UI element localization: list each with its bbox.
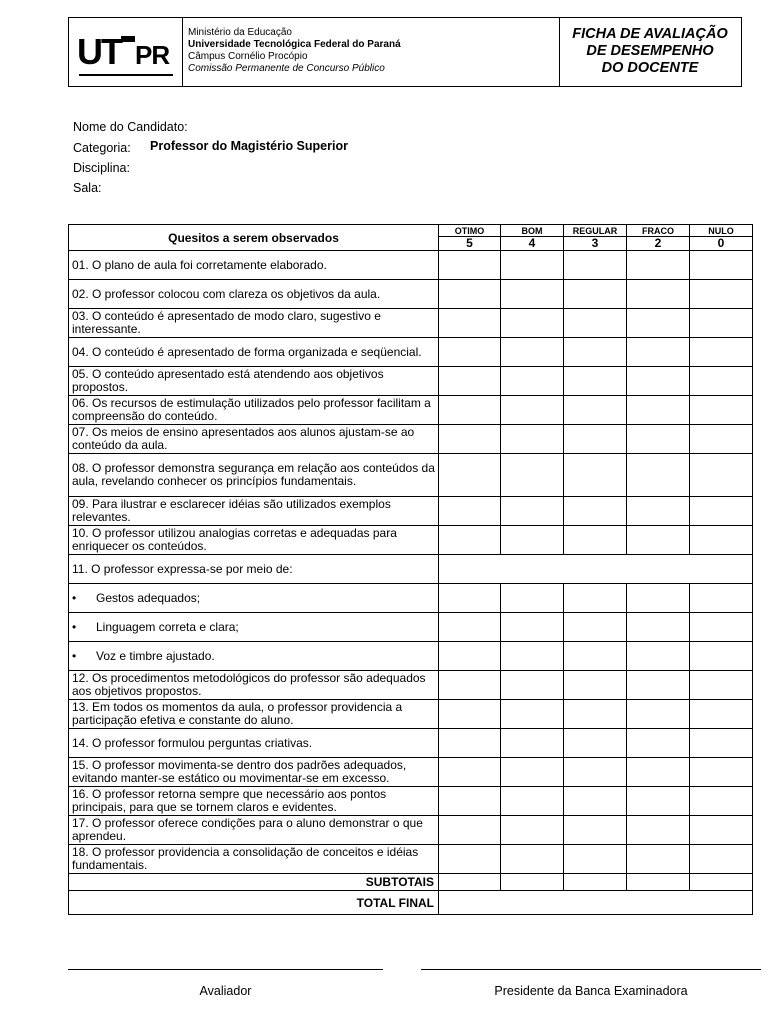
cell-bom[interactable] [501, 671, 564, 700]
cell-bom[interactable] [501, 367, 564, 396]
campus-text: Câmpus Cornélio Procópio [188, 51, 308, 62]
cell-bom[interactable] [501, 729, 564, 758]
subtotal-bom[interactable] [501, 874, 564, 891]
subtotal-fraco[interactable] [627, 874, 690, 891]
cell-bom[interactable] [501, 787, 564, 816]
cell-bom[interactable] [501, 425, 564, 454]
cell-fraco[interactable] [627, 526, 690, 555]
table-row [69, 251, 753, 280]
rating-value-otimo: 5 [439, 237, 501, 251]
institution-cell [182, 18, 560, 86]
criterion-15: 15. O professor movimenta-se dentro dos padrões adequados, evitando manter-se estático ou movimentar-se em excesso. [69, 758, 439, 787]
evaluator-signature-line [68, 969, 383, 970]
cell-regular[interactable] [564, 309, 627, 338]
cell-nulo[interactable] [690, 367, 753, 396]
cell-regular[interactable] [564, 758, 627, 787]
cell-regular[interactable] [564, 396, 627, 425]
logo-cell [69, 18, 183, 86]
cell-regular[interactable] [564, 729, 627, 758]
logo-main: UT [77, 31, 121, 72]
cell-regular[interactable] [564, 845, 627, 874]
cell-otimo[interactable] [439, 787, 501, 816]
criterion-10: 10. O professor utilizou analogias corretas e adequadas para enriquecer os conteúdos. [69, 526, 439, 555]
cell-fraco[interactable] [627, 454, 690, 497]
room-label: Sala: [73, 181, 102, 195]
cell-regular[interactable] [564, 642, 627, 671]
cell-nulo[interactable] [690, 425, 753, 454]
criterion-11-language: • Linguagem correta e clara; [69, 613, 439, 642]
cell-regular[interactable] [564, 367, 627, 396]
cell-nulo[interactable] [690, 613, 753, 642]
criterion-11-merged-cell [439, 555, 753, 584]
cell-regular[interactable] [564, 816, 627, 845]
criterion-17: 17. O professor oferece condições para o aluno demonstrar o que aprendeu. [69, 816, 439, 845]
cell-otimo[interactable] [439, 367, 501, 396]
cell-bom[interactable] [501, 584, 564, 613]
cell-fraco[interactable] [627, 280, 690, 309]
table-row [69, 671, 753, 700]
evaluator-label: Avaliador [199, 984, 252, 998]
bullet-icon: • [72, 591, 77, 605]
form-title-line-3: DO DOCENTE [601, 60, 699, 76]
cell-otimo[interactable] [439, 758, 501, 787]
cell-nulo[interactable] [690, 309, 753, 338]
cell-bom[interactable] [501, 280, 564, 309]
criterion-01: 01. O plano de aula foi corretamente elaborado. [69, 251, 439, 280]
table-row [69, 526, 753, 555]
cell-otimo[interactable] [439, 584, 501, 613]
cell-fraco[interactable] [627, 671, 690, 700]
cell-otimo[interactable] [439, 700, 501, 729]
table-row [69, 584, 753, 613]
form-title [559, 26, 741, 77]
rating-label-fraco: FRACO [627, 225, 690, 237]
cell-nulo[interactable] [690, 787, 753, 816]
rating-value-bom: 4 [501, 237, 564, 251]
cell-regular[interactable] [564, 700, 627, 729]
cell-fraco[interactable] [627, 729, 690, 758]
total-row [69, 891, 753, 915]
cell-regular[interactable] [564, 671, 627, 700]
cell-bom[interactable] [501, 642, 564, 671]
subtotal-nulo[interactable] [690, 874, 753, 891]
discipline-label: Disciplina: [73, 161, 130, 175]
rating-value-fraco: 2 [627, 237, 690, 251]
cell-bom[interactable] [501, 816, 564, 845]
cell-nulo[interactable] [690, 497, 753, 526]
header-box [68, 17, 742, 87]
criterion-02: 02. O professor colocou com clareza os objetivos da aula. [69, 280, 439, 309]
table-row [69, 396, 753, 425]
cell-otimo[interactable] [439, 526, 501, 555]
cell-otimo[interactable] [439, 497, 501, 526]
rating-label-bom: BOM [501, 225, 564, 237]
commission-text: Comissão Permanente de Concurso Público [188, 63, 385, 74]
cell-bom[interactable] [501, 758, 564, 787]
cell-otimo[interactable] [439, 613, 501, 642]
cell-nulo[interactable] [690, 251, 753, 280]
cell-otimo[interactable] [439, 280, 501, 309]
cell-nulo[interactable] [690, 729, 753, 758]
table-row [69, 700, 753, 729]
cell-otimo[interactable] [439, 425, 501, 454]
criterion-11-gestures: • Gestos adequados; [69, 584, 439, 613]
cell-fraco[interactable] [627, 613, 690, 642]
cell-otimo[interactable] [439, 251, 501, 280]
rating-label-nulo: NULO [690, 225, 753, 237]
cell-nulo[interactable] [690, 845, 753, 874]
table-header-row [69, 225, 753, 237]
logo-suffix: PR [135, 40, 170, 70]
table-row [69, 845, 753, 874]
criterion-05: 05. O conteúdo apresentado está atendendo aos objetivos propostos. [69, 367, 439, 396]
category-label: Categoria: [73, 141, 131, 155]
table-row [69, 497, 753, 526]
cell-nulo[interactable] [690, 396, 753, 425]
cell-bom[interactable] [501, 396, 564, 425]
subtotal-label: SUBTOTAIS [69, 874, 439, 891]
cell-fraco[interactable] [627, 758, 690, 787]
cell-fraco[interactable] [627, 367, 690, 396]
cell-fraco[interactable] [627, 816, 690, 845]
title-cell [559, 18, 741, 86]
cell-otimo[interactable] [439, 642, 501, 671]
cell-otimo[interactable] [439, 816, 501, 845]
cell-fraco[interactable] [627, 425, 690, 454]
criterion-12: 12. Os procedimentos metodológicos do professor são adequados aos objetivos propostos. [69, 671, 439, 700]
table-row [69, 613, 753, 642]
cell-nulo[interactable] [690, 758, 753, 787]
cell-regular[interactable] [564, 454, 627, 497]
cell-regular[interactable] [564, 584, 627, 613]
cell-nulo[interactable] [690, 454, 753, 497]
cell-nulo[interactable] [690, 280, 753, 309]
cell-bom[interactable] [501, 497, 564, 526]
cell-fraco[interactable] [627, 309, 690, 338]
criterion-09: 09. Para ilustrar e esclarecer idéias são utilizados exemplos relevantes. [69, 497, 439, 526]
cell-fraco[interactable] [627, 497, 690, 526]
cell-regular[interactable] [564, 425, 627, 454]
table-row [69, 280, 753, 309]
criterion-16: 16. O professor retorna sempre que necessário aos pontos principais, para que se tornem claros e evidentes. [69, 787, 439, 816]
criterion-11-voice: • Voz e timbre ajustado. [69, 642, 439, 671]
criteria-header: Quesitos a serem observados [69, 225, 439, 251]
criterion-03: 03. O conteúdo é apresentado de modo claro, sugestivo e interessante. [69, 309, 439, 338]
subtotal-row [69, 874, 753, 891]
utfpr-logo [77, 32, 175, 72]
table-row [69, 425, 753, 454]
cell-fraco[interactable] [627, 642, 690, 671]
table-row [69, 309, 753, 338]
criterion-04: 04. O conteúdo é apresentado de forma organizada e seqüencial. [69, 338, 439, 367]
cell-regular[interactable] [564, 613, 627, 642]
cell-nulo[interactable] [690, 816, 753, 845]
rating-value-nulo: 0 [690, 237, 753, 251]
evaluation-table [68, 224, 753, 915]
table-row [69, 454, 753, 497]
cell-fraco[interactable] [627, 396, 690, 425]
cell-bom[interactable] [501, 526, 564, 555]
cell-regular[interactable] [564, 338, 627, 367]
criterion-13: 13. Em todos os momentos da aula, o professor providencia a participação efetiva e constante do aluno. [69, 700, 439, 729]
cell-otimo[interactable] [439, 845, 501, 874]
cell-fraco[interactable] [627, 787, 690, 816]
cell-nulo[interactable] [690, 642, 753, 671]
ministry-text: Ministério da Educação [188, 27, 292, 38]
total-label: TOTAL FINAL [69, 891, 439, 915]
subtotal-regular[interactable] [564, 874, 627, 891]
table-row [69, 338, 753, 367]
criterion-11: 11. O professor expressa-se por meio de: [69, 555, 439, 584]
subtotal-otimo[interactable] [439, 874, 501, 891]
institution-info [188, 27, 401, 75]
table-row [69, 555, 753, 584]
cell-regular[interactable] [564, 526, 627, 555]
rating-label-regular: REGULAR [564, 225, 627, 237]
criterion-14: 14. O professor formulou perguntas criativas. [69, 729, 439, 758]
cell-fraco[interactable] [627, 700, 690, 729]
cell-bom[interactable] [501, 338, 564, 367]
cell-otimo[interactable] [439, 729, 501, 758]
table-row [69, 729, 753, 758]
form-title-line-1: FICHA DE AVALIAÇÃO [572, 26, 728, 42]
cell-otimo[interactable] [439, 309, 501, 338]
cell-nulo[interactable] [690, 526, 753, 555]
criterion-06: 06. Os recursos de estimulação utilizados pelo professor facilitam a compreensão do conteúdo. [69, 396, 439, 425]
cell-fraco[interactable] [627, 251, 690, 280]
cell-regular[interactable] [564, 787, 627, 816]
cell-regular[interactable] [564, 280, 627, 309]
cell-bom[interactable] [501, 613, 564, 642]
cell-otimo[interactable] [439, 671, 501, 700]
president-signature-line [421, 969, 761, 970]
form-title-line-2: DE DESEMPENHO [586, 43, 714, 59]
cell-nulo[interactable] [690, 338, 753, 367]
cell-nulo[interactable] [690, 584, 753, 613]
cell-fraco[interactable] [627, 584, 690, 613]
table-row [69, 758, 753, 787]
table-row [69, 642, 753, 671]
rating-value-regular: 3 [564, 237, 627, 251]
total-final-cell[interactable] [439, 891, 753, 915]
cell-nulo[interactable] [690, 671, 753, 700]
cell-bom[interactable] [501, 454, 564, 497]
criterion-18: 18. O professor providencia a consolidação de conceitos e idéias fundamentais. [69, 845, 439, 874]
cell-regular[interactable] [564, 497, 627, 526]
cell-otimo[interactable] [439, 454, 501, 497]
president-label: Presidente da Banca Examinadora [494, 984, 688, 998]
cell-fraco[interactable] [627, 845, 690, 874]
logo-underline [79, 74, 173, 76]
cell-bom[interactable] [501, 309, 564, 338]
cell-otimo[interactable] [439, 396, 501, 425]
cell-bom[interactable] [501, 700, 564, 729]
table-row [69, 787, 753, 816]
cell-nulo[interactable] [690, 700, 753, 729]
table-row [69, 367, 753, 396]
table-row [69, 816, 753, 845]
candidate-label: Nome do Candidato: [73, 120, 188, 134]
criterion-07: 07. Os meios de ensino apresentados aos alunos ajustam-se ao conteúdo da aula. [69, 425, 439, 454]
cell-otimo[interactable] [439, 338, 501, 367]
criterion-08: 08. O professor demonstra segurança em relação aos conteúdos da aula, revelando conhecer os princípios fundamentais. [69, 454, 439, 497]
bullet-icon: • [72, 620, 77, 634]
university-text: Universidade Tecnológica Federal do Paraná [188, 39, 401, 50]
category-value: Professor do Magistério Superior [150, 139, 348, 153]
cell-regular[interactable] [564, 251, 627, 280]
rating-label-otimo: OTIMO [439, 225, 501, 237]
cell-bom[interactable] [501, 251, 564, 280]
cell-bom[interactable] [501, 845, 564, 874]
cell-fraco[interactable] [627, 338, 690, 367]
bullet-icon: • [72, 649, 77, 663]
